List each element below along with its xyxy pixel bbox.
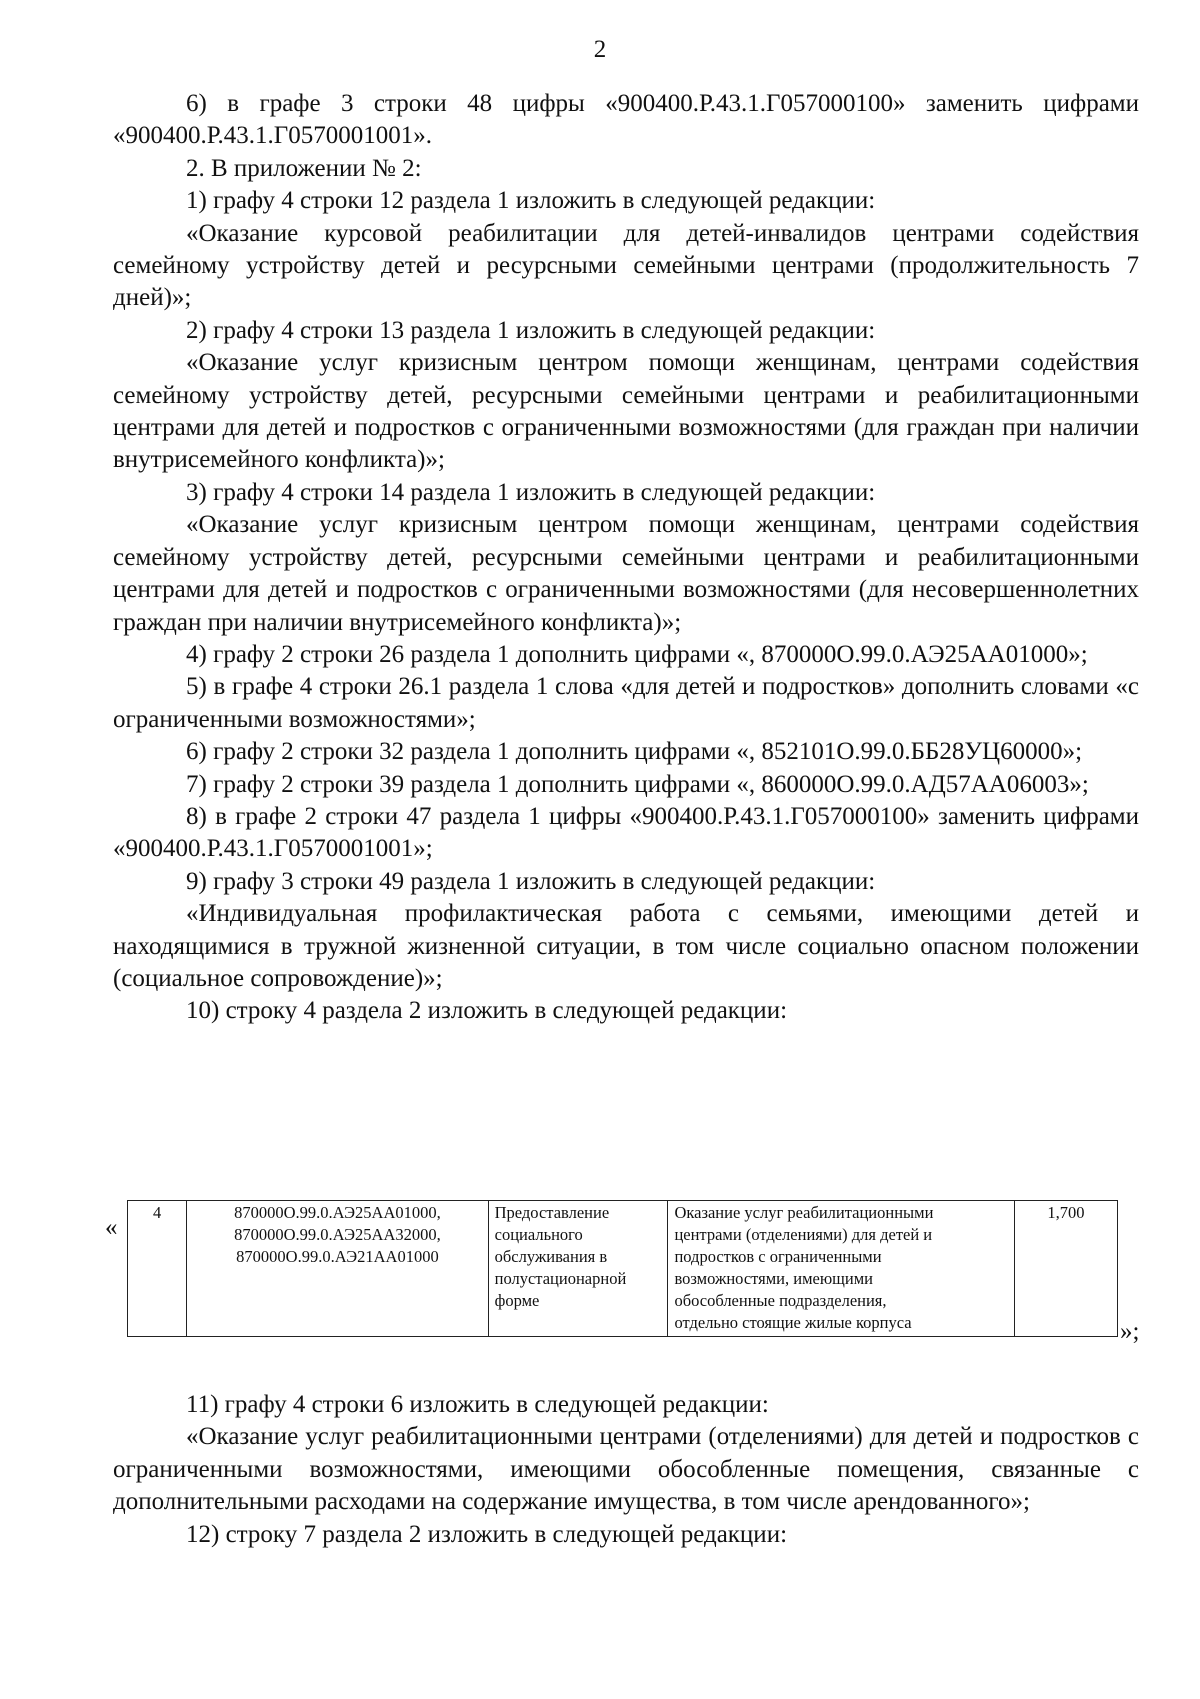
paragraph: 4) графу 2 строки 26 раздела 1 дополнить цифрами «, 870000О.99.0.АЭ25АА01000»; [186,640,1088,668]
paragraph: 5) в графе 4 строки 26.1 раздела 1 слова «для детей и подростков» дополнить словами «с ограниченными возможностями»; [113,673,1139,733]
code-line: 870000О.99.0.АЭ21АА01000 [236,1247,439,1266]
paragraph: «Оказание услуг кризисным центром помощи женщинам, центрами содействия семейному устройству детей, ресурсными семейными центрами и реабилитационными центрами для детей и подростков с ограниченными возможностями (для граждан при наличии внутрисемейного конфликта)»; [113,349,1139,474]
description-line: обособленные подразделения, [674,1291,887,1310]
paragraph: «Оказание услуг кризисным центром помощи женщинам, центрами содействия семейному устройству детей, ресурсными семейными центрами и реабилитационными центрами для детей и подростков с ограниченными возможностями (для несовершеннолетних граждан при наличии внутрисемейного конфликта)»; [113,511,1139,636]
amendment-table [127,1200,1118,1337]
table-cell-form: Предоставление социального обслуживания в полустационарной форме [488,1201,668,1337]
code-line: 870000О.99.0.АЭ25АА01000, [234,1203,441,1222]
paragraph: 6) графу 2 строки 32 раздела 1 дополнить цифрами «, 852101О.99.0.ББ28УЦ60000»; [186,738,1083,766]
paragraph: 6) в графе 3 строки 48 цифры «900400.Р.43.1.Г057000100» заменить цифрами «900400.Р.43.1.Г0570001001». [113,90,1139,150]
table-cell-number: 4 [128,1201,187,1337]
paragraph: 8) в графе 2 строки 47 раздела 1 цифры «900400.Р.43.1.Г057000100» заменить цифрами «900400.Р.43.1.Г0570001001»; [113,802,1139,863]
table-cell-description [668,1201,1014,1337]
paragraph: «Оказание услуг реабилитационными центрами (отделениями) для детей и подростков с ограниченными возможностями, имеющими обособленные помещения, связанные с дополнительными расходами на содержание имущества, в том числе арендованного»; [113,1423,1139,1516]
paragraph: 12) строку 7 раздела 2 изложить в следующей редакции: [186,1520,788,1548]
paragraph: «Оказание курсовой реабилитации для детей-инвалидов центрами содействия семейному устройству детей и ресурсными семейными центрами (продолжительность 7 дней)»; [113,219,1139,312]
table-row [128,1201,1118,1337]
amendment-table-block [100,1200,1160,1350]
paragraph: 1) графу 4 строки 12 раздела 1 изложить в следующей редакции: [186,187,876,215]
paragraph: 11) графу 4 строки 6 изложить в следующей редакции: [186,1391,769,1418]
table-open-quote: « [105,1214,118,1241]
table-cell-codes [187,1201,488,1337]
paragraph: 10) строку 4 раздела 2 изложить в следующей редакции: [186,997,788,1025]
paragraph: 3) графу 4 строки 14 раздела 1 изложить в следующей редакции: [186,478,876,506]
paragraph: 2) графу 4 строки 13 раздела 1 изложить в следующей редакции: [186,316,876,344]
table-close-quote: »; [1120,1318,1140,1345]
description-line: возможностями, имеющими [674,1269,873,1288]
description-line: подростков с ограниченными [674,1247,882,1266]
page-number: 2 [593,36,607,63]
table-cell-value: 1,700 [1014,1201,1117,1337]
paragraph: 7) графу 2 строки 39 раздела 1 дополнить цифрами «, 860000О.99.0.АД57АА06003»; [186,770,1089,798]
description-line: отдельно стоящие жилые корпуса [674,1313,912,1332]
description-line: центрами (отделениями) для детей и [674,1225,933,1244]
paragraph: «Индивидуальная профилактическая работа с семьями, имеющими детей и находящимися в тружной жизненной ситуации, в том числе социально опасном положении (социальное сопровождение)»; [113,900,1139,992]
document-body-bottom [113,1389,1139,1551]
description-line: Оказание услуг реабилитационными [674,1203,934,1222]
paragraph: 2. В приложении № 2: [186,154,422,182]
document-body-top [113,88,1139,1028]
code-line: 870000О.99.0.АЭ25АА32000, [234,1225,441,1244]
paragraph: 9) графу 3 строки 49 раздела 1 изложить в следующей редакции: [186,867,876,895]
